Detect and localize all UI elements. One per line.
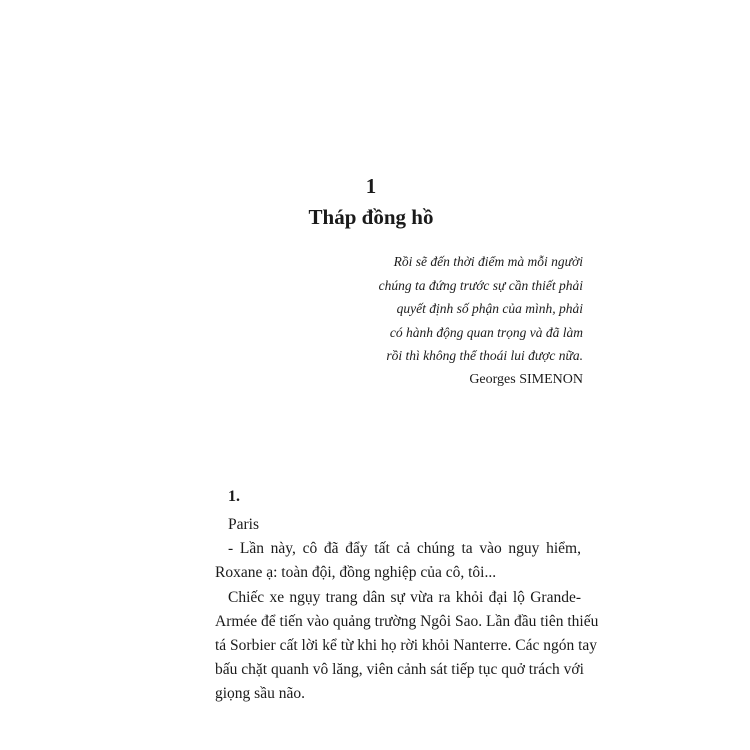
epigraph-author: Georges SIMENON	[469, 371, 583, 387]
paragraph-line: bấu chặt quanh vô lăng, viên cảnh sát tiếp tục quở trách với	[215, 661, 584, 679]
epigraph-line: quyết định số phận của mình, phải	[396, 301, 583, 316]
paragraph-line: - Lần này, cô đã đẩy tất cả chúng ta vào nguy hiểm,	[228, 540, 581, 558]
epigraph-line: rồi thì không thể thoái lui được nữa.	[386, 348, 583, 363]
chapter-number: 1	[365, 174, 377, 198]
paragraph-line: Armée để tiến vào quảng trường Ngôi Sao. Lần đầu tiên thiếu	[215, 612, 599, 630]
place-heading: Paris	[228, 516, 259, 533]
paragraph-line: Chiếc xe ngụy trang dân sự vừa ra khỏi đại lộ Grande-	[228, 588, 581, 606]
epigraph-line: có hành động quan trọng và đã làm	[389, 324, 583, 340]
epigraph	[300, 250, 583, 392]
section-number: 1.	[228, 488, 240, 505]
epigraph-line: Rồi sẽ đến thời điểm mà mỗi người	[393, 254, 583, 269]
section-body	[215, 484, 599, 707]
paragraph-line: Roxane ạ: toàn đội, đồng nghiệp của cô, tôi...	[215, 564, 497, 582]
epigraph-line: chúng ta đứng trước sự cần thiết phải	[378, 277, 583, 293]
chapter-title: Tháp đồng hồ	[308, 205, 434, 229]
paragraph-line: giọng sầu não.	[215, 685, 305, 703]
paragraph-line: tá Sorbier cất lời kể từ khi họ rời khỏi Nanterre. Các ngón tay	[215, 637, 598, 655]
